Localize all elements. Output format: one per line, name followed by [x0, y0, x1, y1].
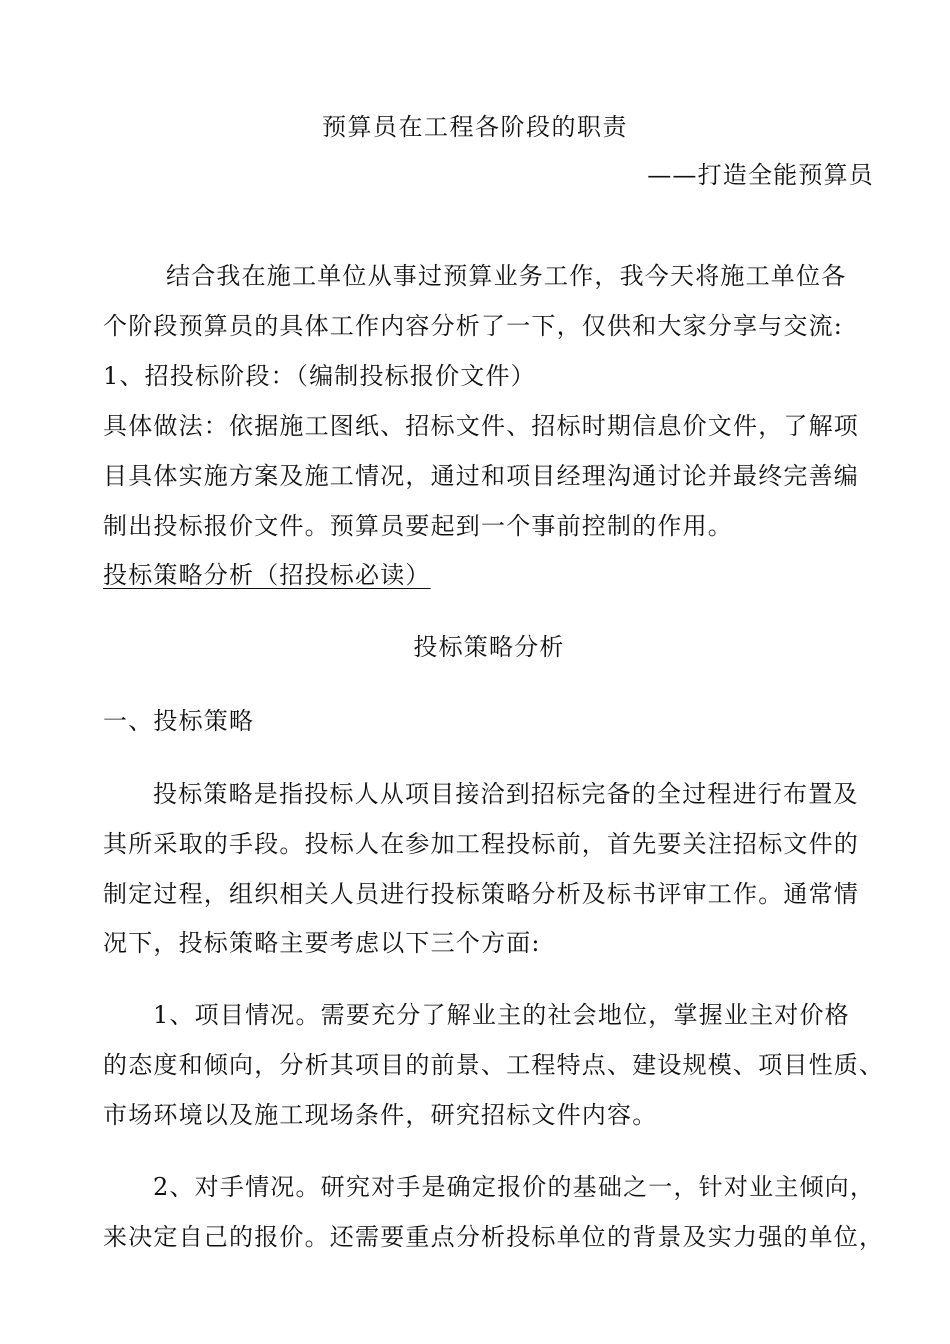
- article-heading: 一、投标策略: [103, 707, 255, 735]
- item2-line-1: 2、对手情况。研究对手是确定报价的基础之一，针对业主倾向，: [153, 1173, 876, 1201]
- article-paragraph-line-2: 其所采取的手段。投标人在参加工程投标前，首先要关注招标文件的: [103, 830, 859, 858]
- section1-body-line-3: 制出投标报价文件。预算员要起到一个事前控制的作用。: [103, 512, 733, 540]
- article-paragraph-line-1: 投标策略是指投标人从项目接洽到招标完备的全过程进行布置及: [153, 780, 859, 808]
- item1-line-3: 市场环境以及施工现场条件，研究招标文件内容。: [103, 1101, 658, 1129]
- section1-body-line-1: 具体做法：依据施工图纸、招标文件、招标时期信息价文件，了解项: [103, 412, 859, 440]
- item2-line-2: 来决定自己的报价。还需要重点分析投标单位的背景及实力强的单位，: [103, 1223, 885, 1251]
- bidding-strategy-link[interactable]: 投标策略分析（招投标必读）: [103, 561, 431, 589]
- article-paragraph-line-4: 况下，投标策略主要考虑以下三个方面:: [103, 929, 541, 957]
- document-title: 预算员在工程各阶段的职责: [322, 113, 628, 141]
- intro-line-2: 个阶段预算员的具体工作内容分析了一下，仅供和大家分享与交流:: [103, 312, 844, 340]
- item1-line-2: 的态度和倾向，分析其项目的前景、工程特点、建设规模、项目性质、: [103, 1051, 885, 1079]
- intro-line-1: 结合我在施工单位从事过预算业务工作，我今天将施工单位各: [166, 262, 847, 290]
- section1-body-line-2: 目具体实施方案及施工情况，通过和项目经理沟通讨论并最终完善编: [103, 462, 859, 490]
- item1-line-1: 1、项目情况。需要充分了解业主的社会地位，掌握业主对价格: [153, 1001, 850, 1029]
- document-subtitle: ——打造全能预算员: [647, 161, 874, 189]
- article-title: 投标策略分析: [413, 633, 565, 661]
- section1-heading: 1、招投标阶段：（编制投标报价文件）: [103, 362, 536, 390]
- article-paragraph-line-3: 制定过程，组织相关人员进行投标策略分析及标书评审工作。通常情: [103, 880, 859, 908]
